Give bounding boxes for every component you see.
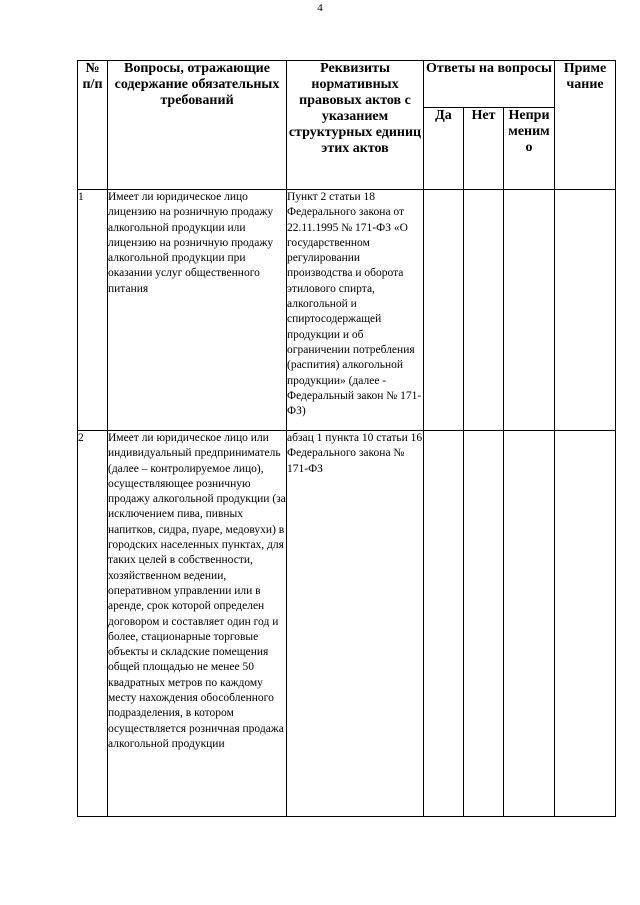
header-num: № п/п xyxy=(78,61,108,190)
row-number: 1 xyxy=(78,190,108,431)
header-requisites: Реквизиты нормативных правовых актов с указанием структурных единиц этих актов xyxy=(287,61,424,190)
checklist-table xyxy=(77,60,616,817)
table-row xyxy=(78,431,616,817)
page-number: 4 xyxy=(317,2,323,14)
table-row xyxy=(78,190,616,431)
answer-no-cell[interactable] xyxy=(464,190,504,431)
row-number: 2 xyxy=(78,431,108,817)
header-answers: Ответы на вопросы xyxy=(424,61,555,108)
row-question: Имеет ли юридическое лицо или индивидуальный предприниматель (далее – контролируемое лицо), осуществляющее розничную продажу алкогольной продукции (за исключением пива, пивных напитков, сидра, пуаре, медовухи) в городских населенных пунктах, для таких целей в собственности, хозяйственном ведении, оперативном управлении или в аренде, срок которой определен договором и составляет один год и более, стационарные торговые объекты и складские помещения общей площадью не менее 50 квадратных метров по каждому месту нахождения обособленного подразделения, в котором осуществляется розничная продажа алкогольной продукции xyxy=(108,431,287,817)
header-row xyxy=(78,61,616,108)
header-na: Непри меним о xyxy=(504,107,555,189)
header-note: Приме чание xyxy=(555,61,616,190)
row-requisite: Пункт 2 статьи 18 Федерального закона от 22.11.1995 № 171-ФЗ «О государственном регулировании производства и оборота этилового спирта, алкогольной и спиртосодержащей продукции и об ограничении потребления (распития) алкогольной продукции» (далее - Федеральный закон № 171-ФЗ) xyxy=(287,190,424,431)
answer-no-cell[interactable] xyxy=(464,431,504,817)
row-requisite: абзац 1 пункта 10 статьи 16 Федерального закона № 171-ФЗ xyxy=(287,431,424,817)
row-question: Имеет ли юридическое лицо лицензию на розничную продажу алкогольной продукции или лицензию на розничную продажу алкогольной продукции при оказании услуг общественного питания xyxy=(108,190,287,431)
answer-yes-cell[interactable] xyxy=(424,431,464,817)
answer-yes-cell[interactable] xyxy=(424,190,464,431)
answer-na-cell[interactable] xyxy=(504,190,555,431)
header-questions: Вопросы, отражающие содержание обязательных требований xyxy=(108,61,287,190)
note-cell[interactable] xyxy=(555,431,616,817)
answer-na-cell[interactable] xyxy=(504,431,555,817)
header-yes: Да xyxy=(424,107,464,189)
note-cell[interactable] xyxy=(555,190,616,431)
header-no: Нет xyxy=(464,107,504,189)
